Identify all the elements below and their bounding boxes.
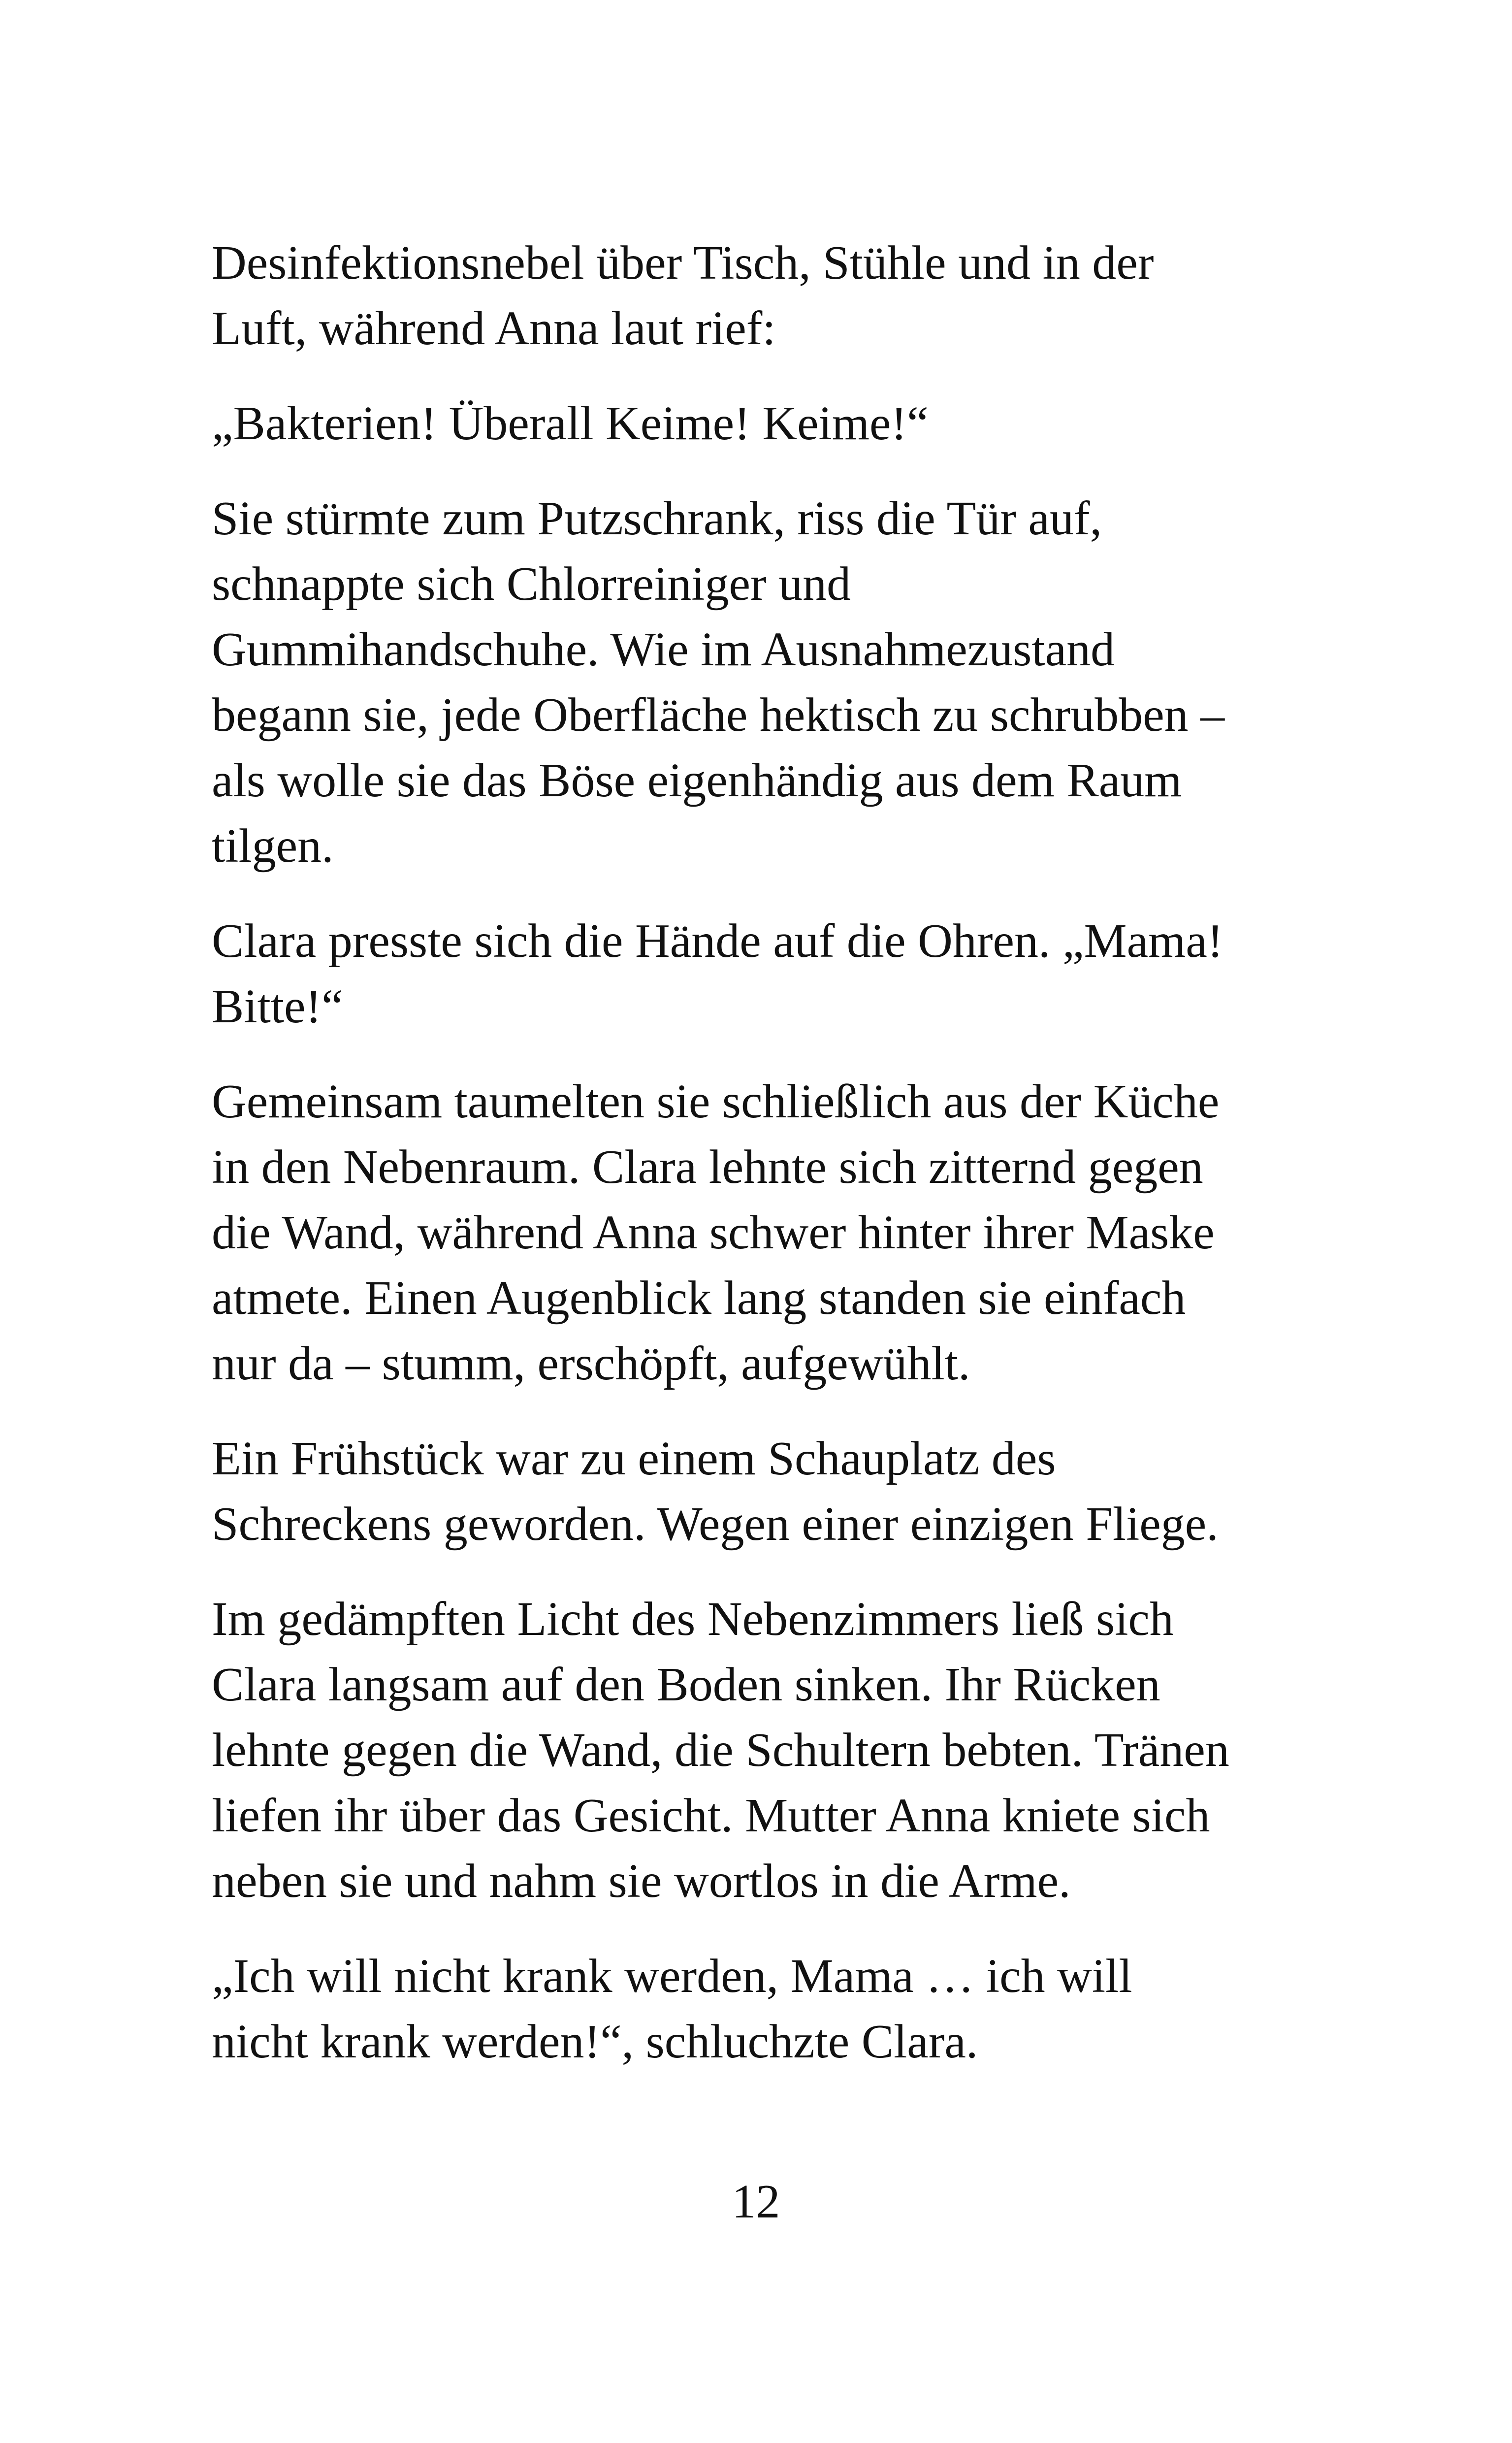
paragraph: Im gedämpften Licht des Nebenzimmers ließ sich Clara langsam auf den Boden sinken. Ihr Rücken lehnte gegen die Wand, die Schultern bebten. Tränen liefen ihr über das Gesicht. Mutter Anna kniete sich neben sie und nahm sie wortlos in die Arme. (212, 1593, 1229, 1908)
paragraph: „Ich will nicht krank werden, Mama … ich will nicht krank werden!“, schluchzte Clara. (212, 1950, 1132, 2068)
paragraph: Desinfektionsnebel über Tisch, Stühle und in der Luft, während Anna laut rief: (212, 236, 1154, 355)
body-text (212, 230, 1315, 2104)
paragraph: Sie stürmte zum Putzschrank, riss die Tür auf, schnappte sich Chlorreiniger und Gummihandschuhe. Wie im Ausnahmezustand begann sie, jede Oberfläche hektisch zu schrubben – als wolle sie das Böse eigenhändig aus dem Raum tilgen. (212, 492, 1225, 873)
paragraph: Ein Frühstück war zu einem Schauplatz des Schreckens geworden. Wegen einer einzigen Fliege. (212, 1432, 1219, 1551)
paragraph: Clara presste sich die Hände auf die Ohren. „Mama! Bitte!“ (212, 914, 1223, 1033)
paragraph: „Bakterien! Überall Keime! Keime!“ (212, 397, 929, 450)
page-number: 12 (732, 2175, 780, 2228)
paragraph: Gemeinsam taumelten sie schließlich aus der Küche in den Nebenraum. Clara lehnte sich zitternd gegen die Wand, während Anna schwer hinter ihrer Maske atmete. Einen Augenblick lang standen sie einfach nur da – stumm, erschöpft, aufgewühlt. (212, 1075, 1220, 1390)
